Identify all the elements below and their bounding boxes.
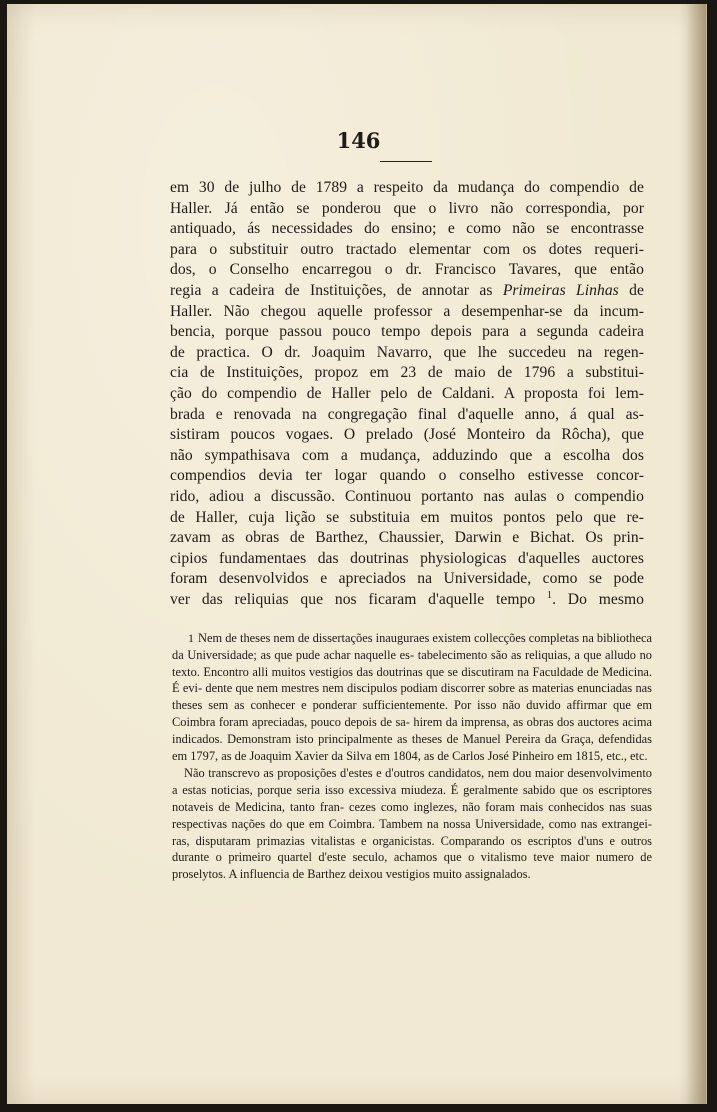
body-line: brada e renovada na congregação final d'aquelle anno, á qual as- xyxy=(170,405,644,423)
book-title-italic: Primeiras Linhas xyxy=(502,281,619,299)
body-text-segment: ver das reliquias que nos ficaram d'aquelle tempo xyxy=(170,590,536,608)
body-line: zavam as obras de Barthez, Chaussier, Darwin e Bichat. Os prin- xyxy=(170,529,644,547)
body-line: cipios fundamentaes das doutrinas physiologicas d'aquelles auctores xyxy=(170,549,644,567)
footnote-continuation xyxy=(172,765,652,883)
body-line: em 30 de julho de 1789 a respeito da mudança do compendio de xyxy=(170,179,644,196)
body-line-with-italic xyxy=(170,281,644,302)
body-line: não sympathisava com a mudança, adduzindo que a escolha dos xyxy=(170,446,644,464)
footnote-line: hirem da imprensa, as obras dos auctores acima indicados. Demonstram isto xyxy=(172,714,652,746)
footnote-line: ras, disputaram primazias vitalistas e organicistas. Comparando os escriptos xyxy=(172,833,572,848)
body-text-segment: regia a cadeira de Instituições, de annotar as xyxy=(170,281,493,299)
footnote-line: completas na bibliotheca da Universidade; as que pude achar naquelle es- xyxy=(172,631,652,662)
footnote-line: vestigios muito assignalados. xyxy=(385,867,531,882)
footnote-line: d'uns e outros durante o primeiro quartel d'este seculo, achamos que o xyxy=(172,833,652,865)
footnote-marker: 1 xyxy=(188,631,194,645)
body-line: compendios devia ter logar quando o conselho estivesse concor- xyxy=(170,467,644,485)
footnote-line: principalmente as theses de Manuel Pereira da Graça, defendidas em 1797, xyxy=(172,731,652,763)
footnote-line: Nem de theses nem de dissertações inauguraes existem collecções xyxy=(198,631,526,645)
body-line: de Haller, cuja lição se substituia em muitos pontos pelo que re- xyxy=(170,508,644,526)
body-line: Haller. Não chegou aquelle professor a desempenhar-se da incum- xyxy=(170,302,644,320)
body-line: bencia, porque passou pouco tempo depois para a segunda cadeira xyxy=(170,323,644,341)
body-line: cia de Instituições, propoz em 23 de maio de 1796 a substitui- xyxy=(170,364,644,382)
footnote-line: vitalismo teve maior numero de proselytos. A influencia de Barthez deixou xyxy=(172,850,652,882)
footnote-line: enunciadas nas theses sem as conhecer e ponderar sufficientemente. Por isso xyxy=(172,681,653,713)
body-line: ção do compendio de Haller pelo de Caldani. A proposta foi lem- xyxy=(170,384,644,402)
footnote-line: do que em Coimbra. Tambem na nossa Universidade, como nas extrangei- xyxy=(269,816,652,831)
footnote-line: maior desenvolvimento a estas noticias, porque seria isso excessiva miudeza. xyxy=(172,766,652,798)
body-line-with-footnote-ref xyxy=(170,590,644,611)
body-line: de practica. O dr. Joaquim Navarro, que lhe succedeu na regen- xyxy=(170,343,644,361)
body-line: para o substituir outro tractado elementar com os dotes requeri- xyxy=(170,240,644,258)
header-rule xyxy=(380,161,432,162)
footnote-line: vestigios das doutrinas que se discutiram na Faculdade de Medicina. É evi- xyxy=(172,664,652,696)
footnote-line: É geralmente sabido que os escriptores notaveis de Medicina, tanto fran- xyxy=(172,783,652,814)
body-line: rido, adiou a discussão. Continuou portanto nas aulas o compendio xyxy=(170,487,644,505)
body-text-segment: . Do mesmo xyxy=(552,590,644,608)
footnote-line: as de Joaquim Xavier da Silva em 1804, as de Carlos José Pinheiro em xyxy=(221,748,573,763)
footnote-line: 1815, etc., etc. xyxy=(575,748,648,763)
footnote-line: cezes como inglezes, não foram mais conhecidos nas suas respectivas nações xyxy=(172,799,652,831)
body-text xyxy=(170,178,644,610)
page-gutter-shadow xyxy=(686,4,706,1104)
footnote-line: Não transcrevo as proposições d'estes e d'outros candidatos, nem dou xyxy=(184,766,532,781)
body-line: sistiram poucos vogaes. O prelado (José Monteiro da Rôcha), que xyxy=(170,426,644,444)
body-line: foram desenvolvidos e apreciados na Universidade, como se pode xyxy=(170,570,644,588)
body-text-segment: de xyxy=(629,281,644,299)
footnotes xyxy=(172,630,652,883)
body-line: Haller. Já então se ponderou que o livro não correspondia, por xyxy=(170,199,644,217)
footnote-line: não duvido affirmar que em Coimbra foram apreciadas, pouco depois de sa- xyxy=(172,698,652,729)
body-line: dos, o Conselho encarregou o dr. Francisco Tavares, que então xyxy=(170,261,644,279)
footnote-1 xyxy=(172,630,652,764)
body-line: antiquado, ás necessidades do ensino; e como não se encontrasse xyxy=(170,220,644,238)
footnote-line: tabelecimento são as reliquias, a que alludo no texto. Encontro alli muitos xyxy=(172,647,652,679)
footnote-line: dente que nem mestres nem discipulos podiam discorrer sobre as materias xyxy=(205,681,574,696)
page-number: 146 xyxy=(336,128,381,153)
footnote-reference[interactable]: 1 xyxy=(547,589,553,601)
